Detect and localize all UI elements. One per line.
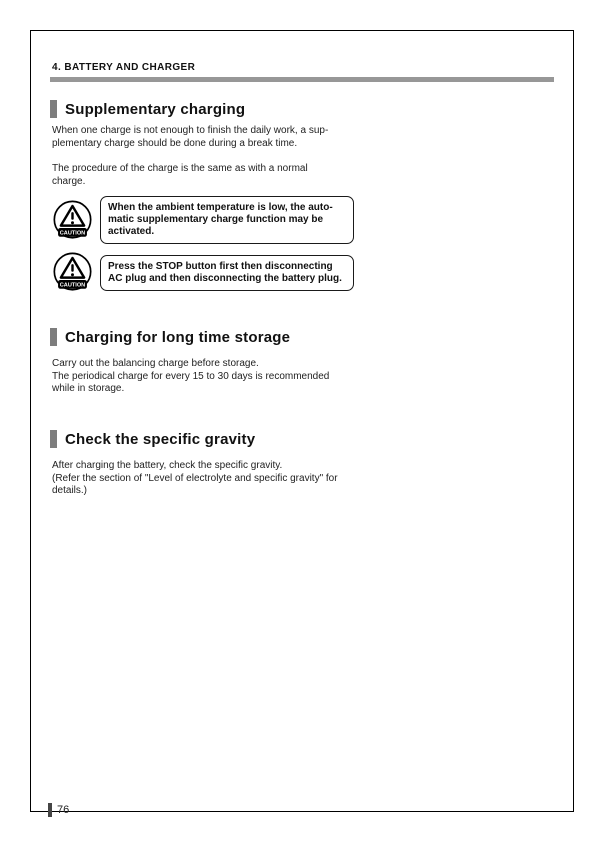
page-number: 76 bbox=[57, 804, 70, 816]
chapter-header: 4. BATTERY AND CHARGER bbox=[52, 62, 196, 73]
caution-icon bbox=[52, 252, 93, 293]
caution-row-1 bbox=[52, 196, 354, 244]
caution-icon-label: CAUTION bbox=[59, 282, 86, 289]
caution-text: When the ambient temperature is low, the auto- matic supplementary charge function may be activated. bbox=[108, 202, 333, 237]
heading-bar bbox=[50, 100, 57, 118]
heading-bar bbox=[50, 430, 57, 448]
caution-box bbox=[100, 196, 354, 244]
heading-bar bbox=[50, 328, 57, 346]
section-heading-supplementary bbox=[50, 100, 245, 118]
section-title: Charging for long time storage bbox=[65, 328, 291, 346]
section-heading-storage bbox=[50, 328, 290, 346]
paragraph-supplementary-2: The procedure of the charge is the same as with a normal charge. bbox=[52, 163, 308, 187]
section-title: Check the specific gravity bbox=[65, 430, 256, 448]
chapter-header-rule bbox=[50, 77, 554, 82]
paragraph-storage: Carry out the balancing charge before storage. The periodical charge for every 15 to 30 days is recommended while in storage. bbox=[52, 358, 330, 394]
caution-icon bbox=[52, 200, 93, 241]
caution-row-2 bbox=[52, 252, 354, 293]
footer-bar bbox=[48, 803, 52, 817]
section-heading-gravity bbox=[50, 430, 255, 448]
page-footer bbox=[48, 803, 69, 817]
caution-box bbox=[100, 255, 354, 291]
paragraph-gravity: After charging the battery, check the specific gravity. (Refer the section of "Level of electrolyte and specific gravity" for details.) bbox=[52, 460, 338, 496]
caution-icon-label: CAUTION bbox=[59, 230, 86, 237]
paragraph-supplementary-1: When one charge is not enough to finish the daily work, a sup- plementary charge should be done during a break time. bbox=[52, 125, 329, 149]
section-title: Supplementary charging bbox=[65, 100, 246, 118]
caution-text: Press the STOP button first then disconnecting AC plug and then disconnecting the battery plug. bbox=[108, 260, 342, 284]
